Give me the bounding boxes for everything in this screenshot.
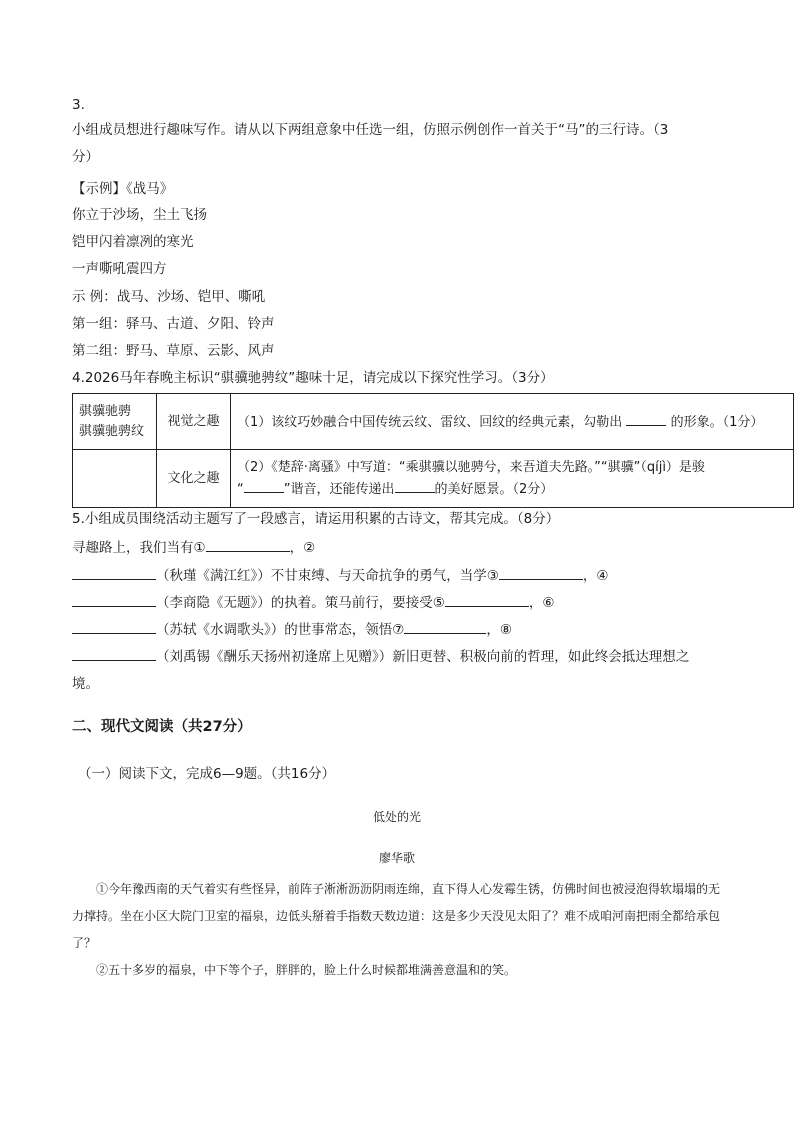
q5-line-4 xyxy=(72,619,512,639)
q5-blank-1[interactable] xyxy=(206,537,290,552)
q4-row1-text-after: 的形象。（1分） xyxy=(670,414,764,430)
q5-l1-text-a: 寻趣路上，我们当有① xyxy=(72,540,206,556)
q4-quote-open: “ xyxy=(237,481,244,497)
q5-l4-text-b: ，⑧ xyxy=(486,622,512,638)
q5-blank-4[interactable] xyxy=(72,592,156,607)
q4-row1-content xyxy=(231,394,794,450)
q4-row2-end: 的美好愿景。（2分） xyxy=(434,481,554,497)
q4-empty-cell xyxy=(73,450,157,508)
q4-name-cell xyxy=(73,394,157,450)
q5-blank-2[interactable] xyxy=(72,565,156,580)
q4-answer-blank-3[interactable] xyxy=(395,478,435,493)
essay-paragraph-1: ①今年豫西南的天气着实有些怪异，前阵子淅淅沥沥阴雨连绵，直下得人心发霉生锈，仿佛时间也被浸泡得软塌塌的无力撑持。坐在小区大院门卫室的福泉，边低头掰着手指数天数边道：这是多少天没见太阳了？难不成咱河南把雨全都给承包了？ xyxy=(72,882,721,950)
q4-prompt: 4.2026马年春晚主标识“骐骥驰骋纹”趣味十足，请完成以下探究性学习。（3分） xyxy=(72,370,554,386)
q4-row2-content xyxy=(231,450,794,508)
section-2-heading: 二、现代文阅读（共27分） xyxy=(72,719,252,735)
q5-line-2 xyxy=(72,565,608,585)
q4-row1-text-before: （1）该纹巧妙融合中国传统云纹、雷纹、回纹的经典元素，勾勒出 xyxy=(237,414,623,430)
q4-row-visual xyxy=(73,394,794,450)
q3-number: 3. xyxy=(72,97,85,113)
essay-paragraph-2: ②五十多岁的福泉，中下等个子，胖胖的，脸上什么时候都堆满善意温和的笑。 xyxy=(96,963,517,977)
essay-author: 廖华歌 xyxy=(378,851,415,865)
q4-row-culture xyxy=(73,450,794,508)
q3-prompt-line2: 分） xyxy=(72,149,99,165)
q3-group-1: 第一组：驿马、古道、夕阳、铃声 xyxy=(72,316,275,332)
q5-l4-text-a: （苏轼《水调歌头》）的世事常态，领悟⑦ xyxy=(156,622,405,638)
q4-row2-line1: （2）《楚辞·离骚》中写道：“乘骐骥以驰骋兮，来吾道夫先路。”“骐骥”（qíjì）是骏 xyxy=(237,459,705,475)
q5-blank-5[interactable] xyxy=(445,592,529,607)
q4-answer-blank-2[interactable] xyxy=(244,478,284,493)
q4-name-line2: 骐骥驰骋纹 xyxy=(79,423,145,439)
q5-blank-6[interactable] xyxy=(72,619,156,634)
q4-table xyxy=(72,393,794,508)
q5-line-5 xyxy=(72,646,689,666)
q5-l3-text-a: （李商隐《无题》）的执着。策马前行，要接受⑤ xyxy=(156,595,445,611)
q5-blank-8[interactable] xyxy=(72,646,156,661)
q3-example-images: 示 例：战马、沙场、铠甲、嘶吼 xyxy=(72,289,266,305)
essay-body xyxy=(72,876,724,984)
q4-row2-mid: ”谐音，还能传递出 xyxy=(283,481,395,497)
section-2-subheading: （一）阅读下文，完成6—9题。（共16分） xyxy=(78,766,336,782)
q5-line-1 xyxy=(72,537,315,557)
q3-poem-line-3: 一声嘶吼震四方 xyxy=(72,261,167,277)
q4-name-line1: 骐骥驰骋 xyxy=(79,403,132,419)
q3-poem-line-1: 你立于沙场，尘土飞扬 xyxy=(72,207,207,223)
q5-line-3 xyxy=(72,592,554,612)
q3-poem-line-2: 铠甲闪着凛冽的寒光 xyxy=(72,234,194,250)
q5-l2-text-a: （秋瑾《满江红》）不甘束缚、与天命抗争的勇气，当学③ xyxy=(156,568,499,584)
q4-row2-aspect: 文化之趣 xyxy=(157,450,231,508)
q5-l2-text-b: ，④ xyxy=(582,568,609,584)
q3-group-2: 第二组：野马、草原、云影、风声 xyxy=(72,343,275,359)
q5-blank-7[interactable] xyxy=(404,619,486,634)
q3-prompt-line1: 小组成员想进行趣味写作。请从以下两组意象中任选一组，仿照示例创作一首关于“马”的三行诗。（3 xyxy=(72,122,669,138)
q4-row1-aspect: 视觉之趣 xyxy=(157,394,231,450)
q5-l5-text-a: （刘禹锡《酬乐天扬州初逢席上见赠》）新旧更替、积极向前的哲理，如此终会抵达理想之 xyxy=(156,649,690,665)
q5-l1-text-b: ，② xyxy=(289,540,316,556)
q5-line-6: 境。 xyxy=(72,676,99,692)
q5-l3-text-b: ，⑥ xyxy=(528,595,555,611)
q4-row2-line2 xyxy=(237,478,787,500)
q5-prompt: 5.小组成员围绕活动主题写了一段感言，请运用积累的古诗文，帮其完成。（8分） xyxy=(72,511,560,527)
essay-title: 低处的光 xyxy=(372,810,421,824)
q4-answer-blank-1[interactable] xyxy=(626,411,666,426)
q3-example-title: 【示例】《战马》 xyxy=(72,181,174,197)
q5-blank-3[interactable] xyxy=(499,565,583,580)
